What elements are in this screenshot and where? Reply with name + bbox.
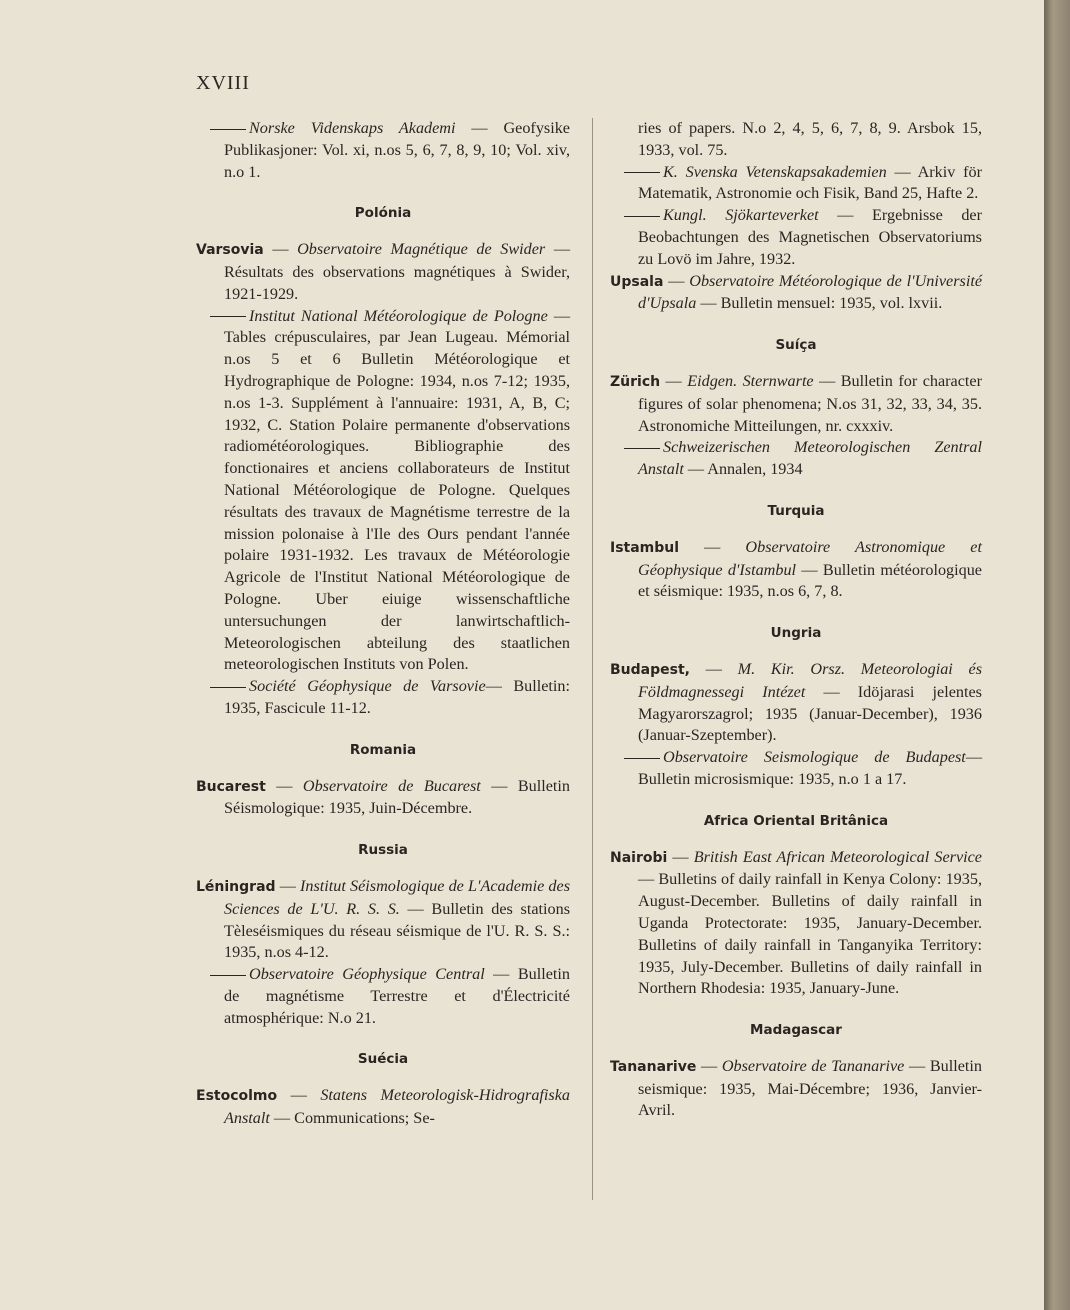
country-heading: Africa Oriental Britânica: [703, 812, 889, 829]
city-name: Zürich: [610, 373, 661, 390]
city-name: Bucarest: [196, 778, 266, 795]
ditto-dash: [624, 758, 660, 759]
entry-text: — Bulletin des stations Tèleséismiques du réseau séismique de l'U. R. S. S.: 1935, n.os 4-12.: [224, 899, 570, 962]
ditto-dash: [210, 687, 246, 688]
sub-entry: [610, 205, 982, 270]
entry-text: — Communications; Se-: [269, 1109, 435, 1128]
bibliography-entry: [610, 118, 982, 162]
institution-name: Kungl. Sjökarteverket: [663, 206, 819, 225]
institution-name: Observatoire Astronomique et Géophysique d'Istambul: [638, 537, 982, 579]
entry-text: — Bulletin de magnétisme Terrestre et d'Électricité atmosphérique: N.o 21.: [224, 965, 570, 1027]
sub-entry: [196, 676, 570, 720]
entry-text: — Bulletin: 1935, Fascicule 11-12.: [224, 677, 570, 717]
bibliography-entry: Varsovia — Observatoire Magnétique de Swider — Résultats des observations magnétiques à Swider, 1921-1929.: [196, 240, 571, 303]
institution-name: Observatoire Géophysique Central: [249, 965, 485, 984]
sub-entry: [196, 964, 570, 1029]
entry-text: — Arkiv för Matematik, Astronomie och Fisik, Band 25, Hafte 2.: [638, 162, 982, 203]
institution-name: Norske Videnskaps Akademi: [249, 119, 456, 137]
ditto-dash: [624, 448, 660, 449]
sub-entry: [196, 118, 570, 183]
page-number: XVIII: [196, 72, 250, 94]
entry-text: — Bulletin mensuel: 1935, vol. lxvii.: [696, 294, 943, 313]
bibliography-entry: Léningrad — Institut Séismologique de L'Academie des Sciences de L'U. R. S. S. — Bulletin des stations Tèleséismiques du réseau séismique de l'U. R. S. S.: 1935, n.os 4-12.: [196, 876, 570, 962]
city-name: Budapest,: [610, 661, 690, 678]
entry-text: — Tables crépusculaires, par Jean Lugeau. Mémorial n.os 5 et 6 Bulletin Météorologique et Hydrographique de Pologne: 1934, n.os 7-12; 1935, n.os 1-3. Supplément à l'annuaire: 1931, A, B, C; 1932, C. Station Polaire permanente d'observations radiométéorologiques. Bibliographie des fonctionaires et anciens collaborateurs de Institut National Météorologique de Pologne. Quelques résultats des travaux de Magnétisme terrestre de la mission polonaise à l'Ile des Ours pendant l'année polaire 1931-1932. Les travaux de Météorologie Agricole de l'Institut National Météorologique de Pologne. Uber eiuige wissenschaftliche untersuchungen der lanwirtschaftlich-Meteorologischen abteilung des staatlichen meteorologischen Instituts von Polen.: [224, 306, 571, 674]
bibliography-entry: Upsala — Observatoire Météorologique de l'Université d'Upsala — Bulletin mensuel: 1935, vol. lxvii.: [610, 271, 983, 313]
bibliography-entry: Bucarest — Observatoire de Bucarest — Bulletin Séismologique: 1935, Juin-Décembre.: [196, 776, 570, 818]
sub-entry: [610, 437, 982, 481]
entry-text: — Bulletin for character figures of solar phenomena; N.os 31, 32, 33, 34, 35. Astronomiche Mitteilungen, nr. cxxxiv.: [638, 371, 982, 435]
city-name: Nairobi: [610, 849, 668, 866]
entry-text: — Geofysike Publikasjoner: Vol. xi, n.os 5, 6, 7, 8, 9, 10; Vol. xiv, n.o 1.: [224, 119, 570, 181]
institution-name: Eidgen. Sternwarte: [687, 371, 814, 390]
sub-entry: [610, 747, 982, 791]
entry-text: — Bulletin seismique: 1935, Mai-Décembre; 1936, Janvier-Avril.: [638, 1056, 982, 1120]
institution-name: Observatoire Magnétique de Swider: [297, 240, 546, 259]
country-heading: Madagascar: [750, 1022, 842, 1039]
bibliography-entry: Estocolmo — Statens Meteorologisk-Hidrografiska Anstalt — Communications; Se-: [196, 1086, 570, 1128]
bibliography-entry: Nairobi — British East African Meteorological Service — Bulletins of daily rainfall in Kenya Colony: 1935, August-December. Bulletins of daily rainfall in Uganda Protectorate: 1935, January-December. Bulletins of daily rainfall in Tanganyika Territory: 1935, July-December. Bulletins of daily rainfall in Northern Rhodesia: 1935, January-June.: [610, 847, 982, 998]
ditto-dash: [210, 129, 246, 130]
entry-text: — Bulletin météorologique et séismique: 1935, n.os 6, 7, 8.: [638, 560, 982, 601]
country-heading: Suécia: [357, 1051, 409, 1068]
institution-name: K. Svenska Vetenskapsakademien: [663, 162, 887, 181]
city-name: Léningrad: [196, 878, 276, 895]
entry-text: — Idöjarasi jelentes Magyarorszagrol; 1935 (Januar-December), 1936 (Januar-Szeptember).: [638, 682, 982, 745]
country-heading: Ungria: [770, 625, 822, 642]
left-column: [196, 118, 570, 1130]
country-heading: Turquia: [767, 502, 825, 519]
sub-entry: [610, 162, 982, 206]
ditto-dash: [624, 172, 660, 173]
country-heading: Polónia: [354, 205, 412, 222]
institution-name: Institut National Météorologique de Pologne: [249, 306, 548, 325]
ditto-dash: [624, 216, 660, 217]
entry-text: — Annalen, 1934: [683, 460, 803, 479]
institution-name: Observatoire Météorologique de l'Université d'Upsala: [638, 271, 983, 313]
country-heading: Romania: [349, 741, 417, 758]
institution-name: Institut Séismologique de L'Academie des Sciences de L'U. R. S. S.: [224, 876, 570, 918]
city-name: Tananarive: [610, 1058, 697, 1075]
column-divider: [592, 118, 593, 1200]
institution-name: Observatoire de Tananarive: [721, 1056, 905, 1075]
institution-name: Statens Meteorologisk-Hidrografiska Anstalt: [224, 1086, 570, 1128]
institution-name: Observatoire Seismologique de Budapest: [663, 748, 966, 767]
entry-text: — Résultats des observations magnétiques à Swider, 1921-1929.: [224, 240, 571, 303]
right-column: [610, 118, 982, 1122]
institution-name: British East African Meteorological Service: [693, 847, 982, 866]
entry-text: — Bulletins of daily rainfall in Kenya Colony: 1935, August-December. Bulletins of daily rainfall in Uganda Protectorate: 1935, January-December. Bulletins of daily rainfall in Tanganyika Territory: 1935, July-December. Bulletins of daily rainfall in Northern Rhodesia: 1935, January-June.: [638, 870, 982, 998]
entry-text: — Bulletin microsismique: 1935, n.o 1 a 17.: [638, 748, 982, 788]
city-name: Estocolmo: [196, 1088, 278, 1105]
bibliography-entry: Istambul — Observatoire Astronomique et Géophysique d'Istambul — Bulletin météorologique et séismique: 1935, n.os 6, 7, 8.: [610, 537, 982, 601]
entry-text: — Ergebnisse der Beobachtungen des Magnetischen Observatoriums zu Lovö im Jahre, 1932.: [638, 206, 982, 268]
city-name: Varsovia: [196, 242, 264, 259]
country-heading: Suíça: [775, 337, 817, 354]
country-heading: Russia: [358, 842, 408, 859]
page-edge: [1044, 0, 1070, 1310]
city-name: Istambul: [610, 539, 680, 556]
institution-name: Schweizerischen Meteorologischen Zentral Anstalt: [638, 438, 982, 479]
ditto-dash: [210, 975, 246, 976]
institution-name: M. Kir. Orsz. Meteorologiai és Földmagnessegi Intézet: [638, 659, 983, 701]
bibliography-entry: Budapest, — M. Kir. Orsz. Meteorologiai és Földmagnessegi Intézet — Idöjarasi jelentes Magyarorszagrol; 1935 (Januar-December), 1936 (Januar-Szeptember).: [610, 659, 983, 745]
sub-entry: [196, 306, 570, 677]
bibliography-entry: Tananarive — Observatoire de Tananarive — Bulletin seismique: 1935, Mai-Décembre; 1936, Janvier-Avril.: [610, 1056, 982, 1120]
institution-name: Observatoire de Bucarest: [302, 776, 481, 795]
entry-text: — Bulletin Séismologique: 1935, Juin-Décembre.: [224, 776, 570, 818]
ditto-dash: [210, 316, 246, 317]
city-name: Upsala: [610, 273, 664, 290]
institution-name: Société Géophysique de Varsovie: [249, 677, 486, 696]
bibliography-entry: Zürich — Eidgen. Sternwarte — Bulletin for character figures of solar phenomena; N.os 31, 32, 33, 34, 35. Astronomiche Mitteilungen, nr. cxxxiv.: [610, 371, 982, 435]
entry-text: ries of papers. N.o 2, 4, 5, 6, 7, 8, 9. Arsbok 15, 1933, vol. 75.: [638, 119, 982, 159]
